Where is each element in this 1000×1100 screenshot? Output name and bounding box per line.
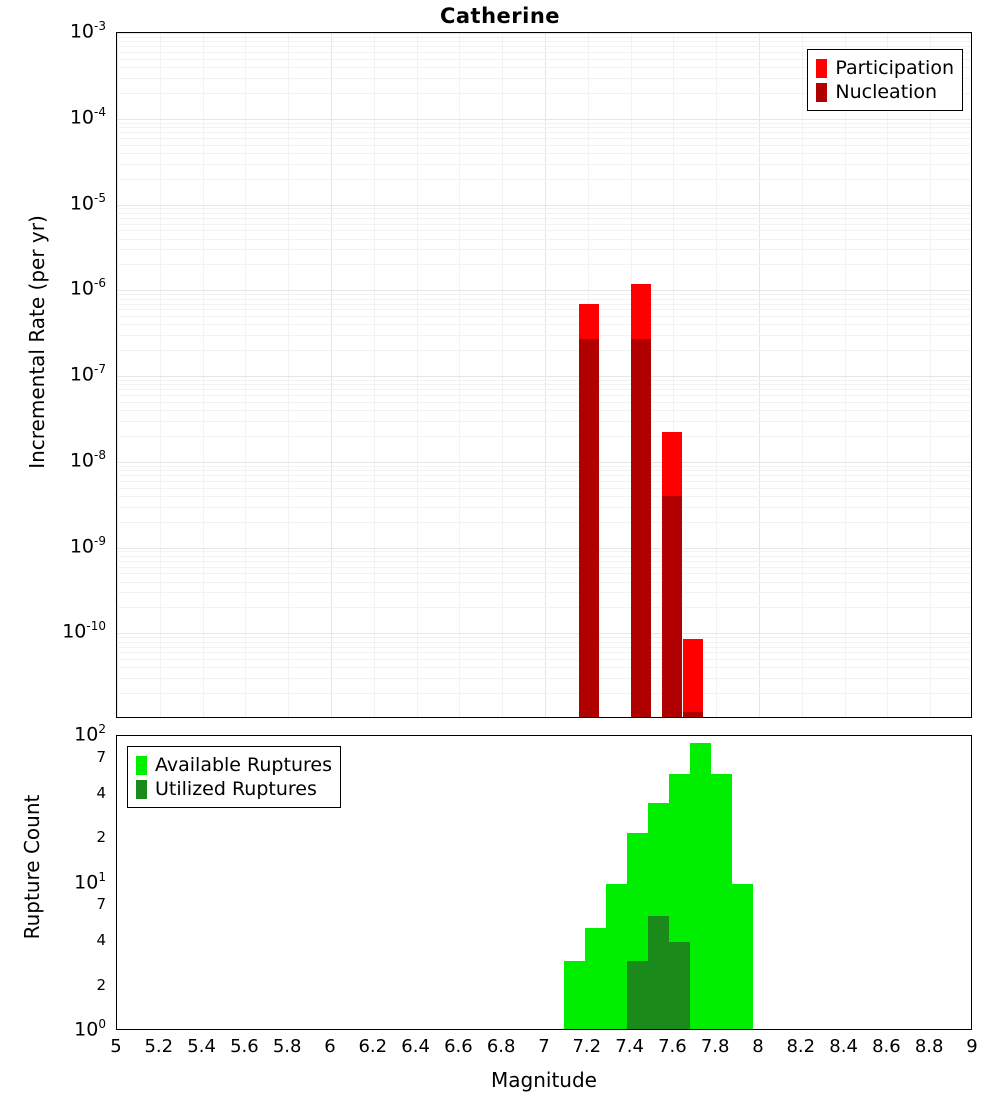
nucleation-bar-7.6 <box>662 496 682 718</box>
participation-bar-7.75 <box>683 639 703 718</box>
x-tick-label: 8.4 <box>829 1036 858 1057</box>
y-axis-label-top: Incremental Rate (per yr) <box>25 215 49 469</box>
x-tick-label: 6.6 <box>444 1036 473 1057</box>
y-tick-label: $10^{-10}$ <box>62 619 106 643</box>
x-tick-label: 5 <box>110 1036 122 1057</box>
x-tick-label: 5.8 <box>272 1036 302 1057</box>
legend-bottom <box>127 746 341 808</box>
x-tick-label: 8.8 <box>914 1036 944 1057</box>
available-bar-7.75 <box>690 743 711 1030</box>
incremental-rate-plot <box>116 32 972 718</box>
x-tick-label: 5.4 <box>187 1036 216 1057</box>
available-bar-7.95 <box>732 884 753 1031</box>
legend-label: Nucleation <box>835 81 938 103</box>
x-tick-label: 5.2 <box>144 1036 174 1057</box>
y-tick-label: $10^0$ <box>74 1017 106 1041</box>
y-tick-label: 7 <box>96 895 106 914</box>
x-tick-label: 7.6 <box>658 1036 687 1057</box>
x-tick-label: 8.2 <box>786 1036 816 1057</box>
x-tick-label: 7.8 <box>700 1036 730 1057</box>
legend-swatch-icon <box>136 756 147 775</box>
y-tick-label: $10^{-3}$ <box>69 19 106 43</box>
available-bar-7.25 <box>585 928 606 1030</box>
y-tick-label: $10^2$ <box>74 722 106 746</box>
bars-top <box>117 33 971 717</box>
available-bar-7.85 <box>711 774 732 1030</box>
y-tick-label: 7 <box>96 747 106 766</box>
nucleation-bar-7.45 <box>631 339 651 718</box>
x-tick-label: 6.4 <box>401 1036 430 1057</box>
legend-item <box>816 56 954 80</box>
y-tick-label: $10^{-9}$ <box>69 533 106 557</box>
legend-swatch-icon <box>816 83 827 102</box>
x-axis-label: Magnitude <box>491 1068 597 1092</box>
y-tick-label: $10^{-8}$ <box>69 447 106 472</box>
x-tick-label: 8 <box>752 1036 764 1057</box>
y-tick-label: $10^{-7}$ <box>69 362 106 386</box>
x-tick-label: 6.2 <box>358 1036 388 1057</box>
legend-item <box>136 753 332 777</box>
y-tick-label: 4 <box>96 931 106 950</box>
page-title: Catherine <box>439 4 561 28</box>
rupture-count-plot <box>116 735 972 1030</box>
utilized-bar-7.65 <box>669 942 690 1030</box>
nucleation-bar-7.75 <box>683 712 703 718</box>
x-tick-label: 7.4 <box>615 1036 644 1057</box>
nucleation-bar-7.2 <box>579 339 599 718</box>
y-tick-label: $10^{-4}$ <box>69 104 106 129</box>
x-tick-label: 6 <box>324 1036 336 1057</box>
y-tick-label: $10^1$ <box>74 869 106 893</box>
available-bar-7.15 <box>564 961 585 1030</box>
utilized-bar-7.45 <box>627 961 648 1030</box>
y-tick-label: 2 <box>96 828 106 847</box>
legend-top <box>807 49 963 111</box>
legend-swatch-icon <box>136 780 147 799</box>
legend-item <box>136 777 332 801</box>
x-tick-label: 9 <box>966 1036 978 1057</box>
legend-label: Available Ruptures <box>155 754 332 776</box>
utilized-bar-7.55 <box>648 916 669 1030</box>
x-tick-label: 6.8 <box>486 1036 516 1057</box>
legend-swatch-icon <box>816 59 827 78</box>
legend-label: Utilized Ruptures <box>155 778 317 800</box>
x-tick-label: 8.6 <box>872 1036 901 1057</box>
y-tick-label: 2 <box>96 975 106 994</box>
available-bar-7.35 <box>606 884 627 1031</box>
legend-item <box>816 80 954 104</box>
y-tick-label: 4 <box>96 783 106 802</box>
y-tick-label: $10^{-6}$ <box>69 276 106 300</box>
x-tick-label: 7 <box>538 1036 550 1057</box>
legend-label: Participation <box>835 57 954 79</box>
x-tick-label: 5.6 <box>230 1036 259 1057</box>
x-tick-label: 7.2 <box>572 1036 602 1057</box>
y-axis-label-bottom: Rupture Count <box>20 794 44 940</box>
y-tick-label: $10^{-5}$ <box>69 190 106 214</box>
